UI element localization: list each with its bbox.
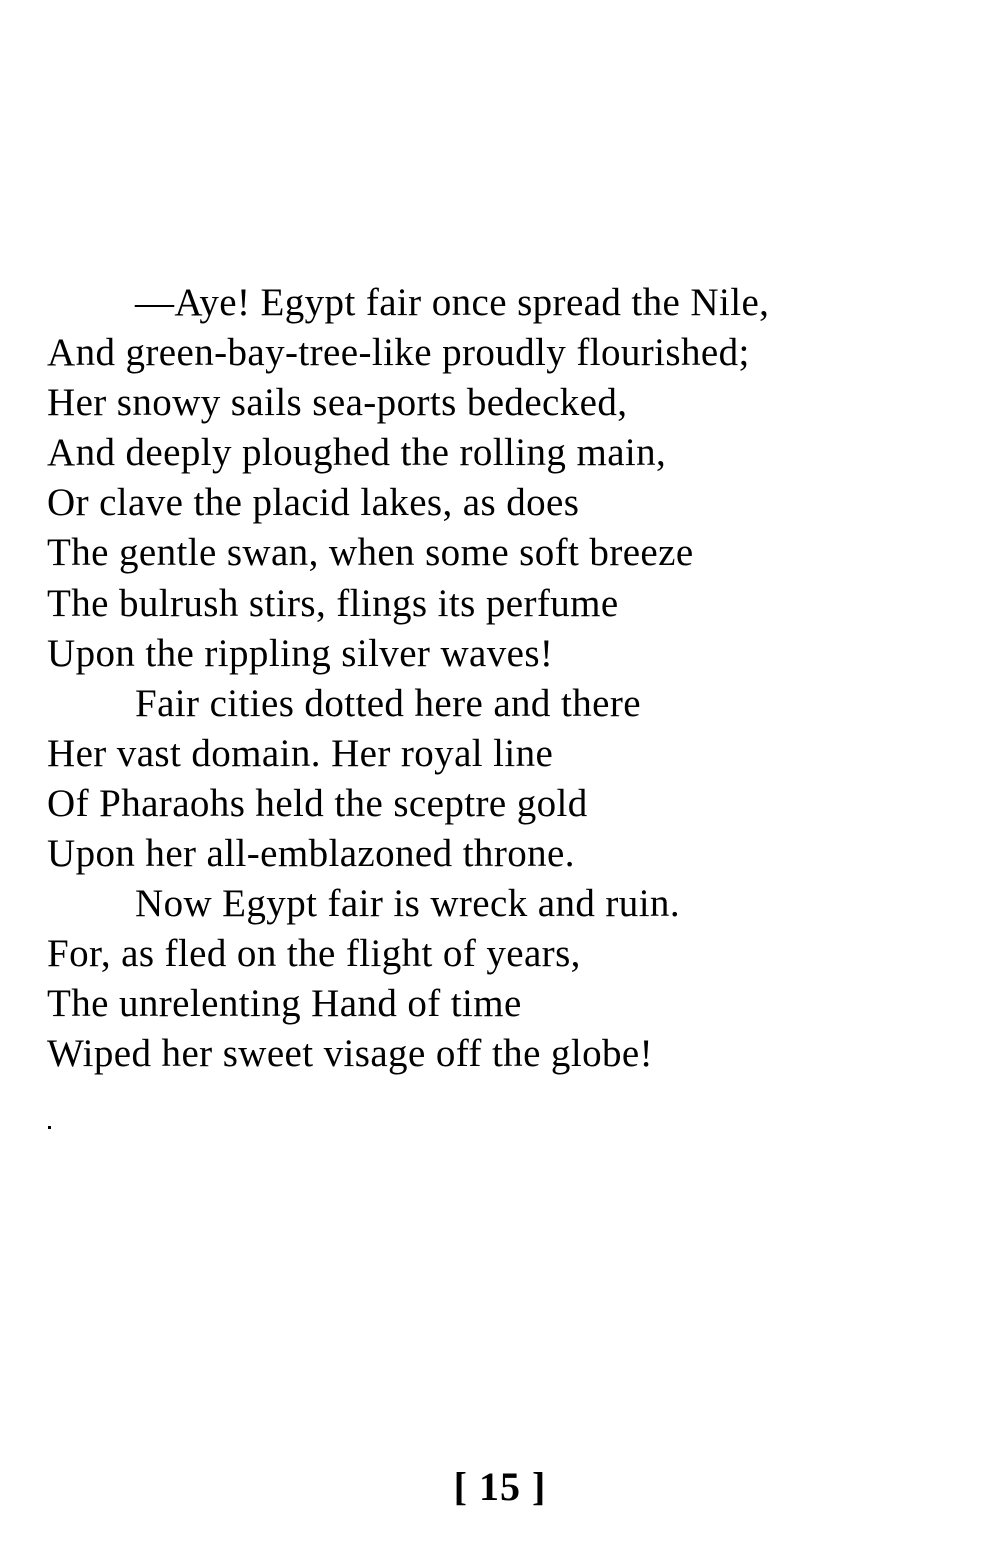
poem-line: And deeply ploughed the rolling main,	[47, 431, 667, 475]
poem-line: The bulrush stirs, flings its perfume	[47, 581, 619, 625]
poem-line: Her snowy sails sea-ports bedecked,	[47, 381, 628, 425]
poem-line: And green-bay-tree-like proudly flourished;	[47, 331, 750, 375]
poem-line: Wiped her sweet visage off the globe!	[47, 1032, 653, 1076]
ink-speck	[48, 1126, 51, 1129]
poem-text	[47, 278, 977, 1080]
poem-line: The gentle swan, when some soft breeze	[47, 531, 694, 575]
poem-line: Fair cities dotted here and there	[135, 681, 641, 725]
poem-line: Upon her all-emblazoned throne.	[47, 832, 575, 876]
poem-line: Her vast domain. Her royal line	[47, 731, 554, 775]
page-number: [ 15 ]	[453, 1464, 547, 1509]
poem-line: —Aye! Egypt fair once spread the Nile,	[135, 281, 770, 324]
poem-line: Upon the rippling silver waves!	[47, 631, 554, 675]
poem-line: Of Pharaohs held the sceptre gold	[47, 781, 588, 825]
poem-line: For, as fled on the flight of years,	[47, 932, 581, 976]
poem-line: Now Egypt fair is wreck and ruin.	[135, 882, 680, 926]
poem-line: Or clave the placid lakes, as does	[47, 481, 580, 525]
poem-line: The unrelenting Hand of time	[47, 982, 522, 1026]
